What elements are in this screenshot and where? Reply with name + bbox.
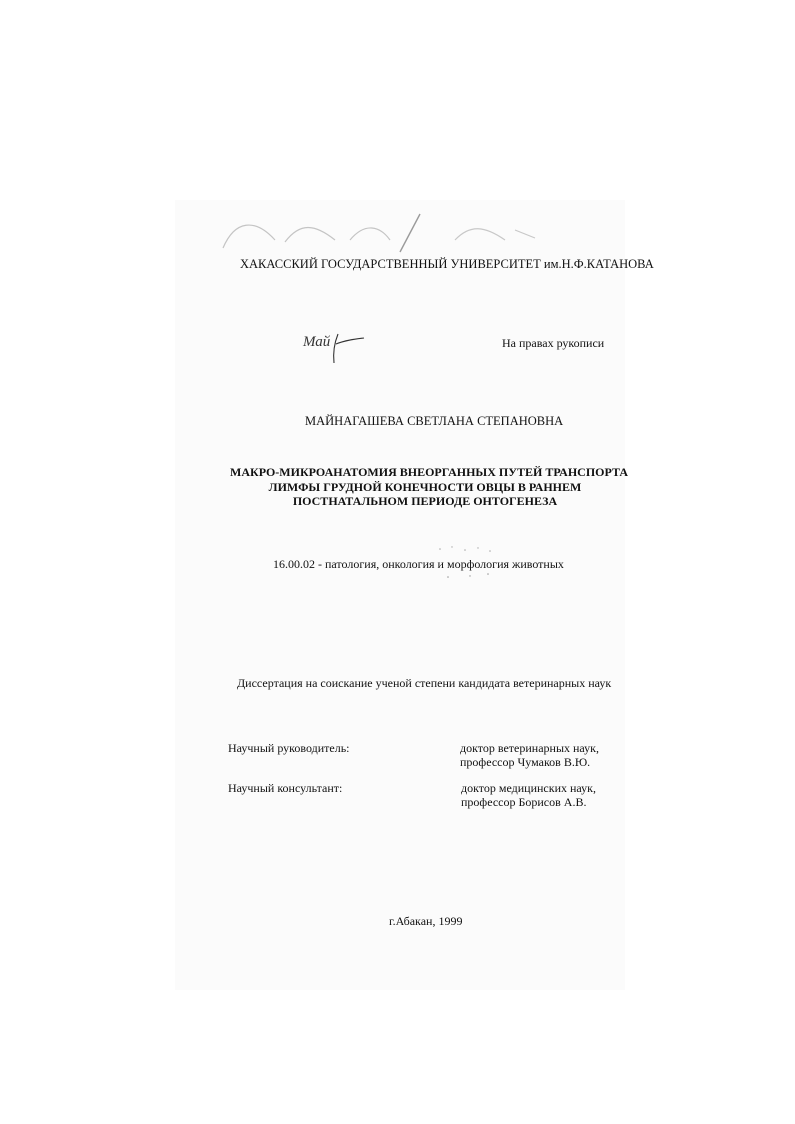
pencil-mark <box>215 210 555 255</box>
title-line-1: МАКРО-МИКРОАНАТОМИЯ ВНЕОРГАННЫХ ПУТЕЙ ТРАНСПОРТА <box>230 465 629 479</box>
supervisor-name: профессор Чумаков В.Ю. <box>460 755 591 769</box>
title-line-3: ПОСТНАТАЛЬНОМ ПЕРИОДЕ ОНТОГЕНЕЗА <box>292 494 558 508</box>
consultant-degree: доктор медицинских наук, <box>461 781 596 795</box>
degree-statement: Диссертация на соискание ученой степени кандидата ветеринарных наук <box>237 676 612 690</box>
specialty: 16.00.02 - патология, онкология и морфология животных <box>273 557 564 571</box>
signature-stroke <box>300 330 370 365</box>
document-page <box>175 200 629 990</box>
supervisor-label: Научный руководитель: <box>228 741 350 755</box>
supervisor-degree: доктор ветеринарных наук, <box>460 741 599 755</box>
consultant-name: профессор Борисов А.В. <box>461 795 587 809</box>
title-line-2: ЛИМФЫ ГРУДНОЙ КОНЕЧНОСТИ ОВЦЫ В РАННЕМ <box>268 479 582 494</box>
university-name: ХАКАССКИЙ ГОСУДАРСТВЕННЫЙ УНИВЕРСИТЕТ им.Н.Ф.КАТАНОВА <box>240 257 654 271</box>
author-name: МАЙНАГАШЕВА СВЕТЛАНА СТЕПАНОВНА <box>305 414 564 428</box>
place-year: г.Абакан, 1999 <box>389 914 463 928</box>
manuscript-note: На правах рукописи <box>502 336 605 350</box>
consultant-label: Научный консультант: <box>228 781 343 795</box>
dissertation-title <box>230 465 629 509</box>
signature-text: Май <box>303 334 331 350</box>
